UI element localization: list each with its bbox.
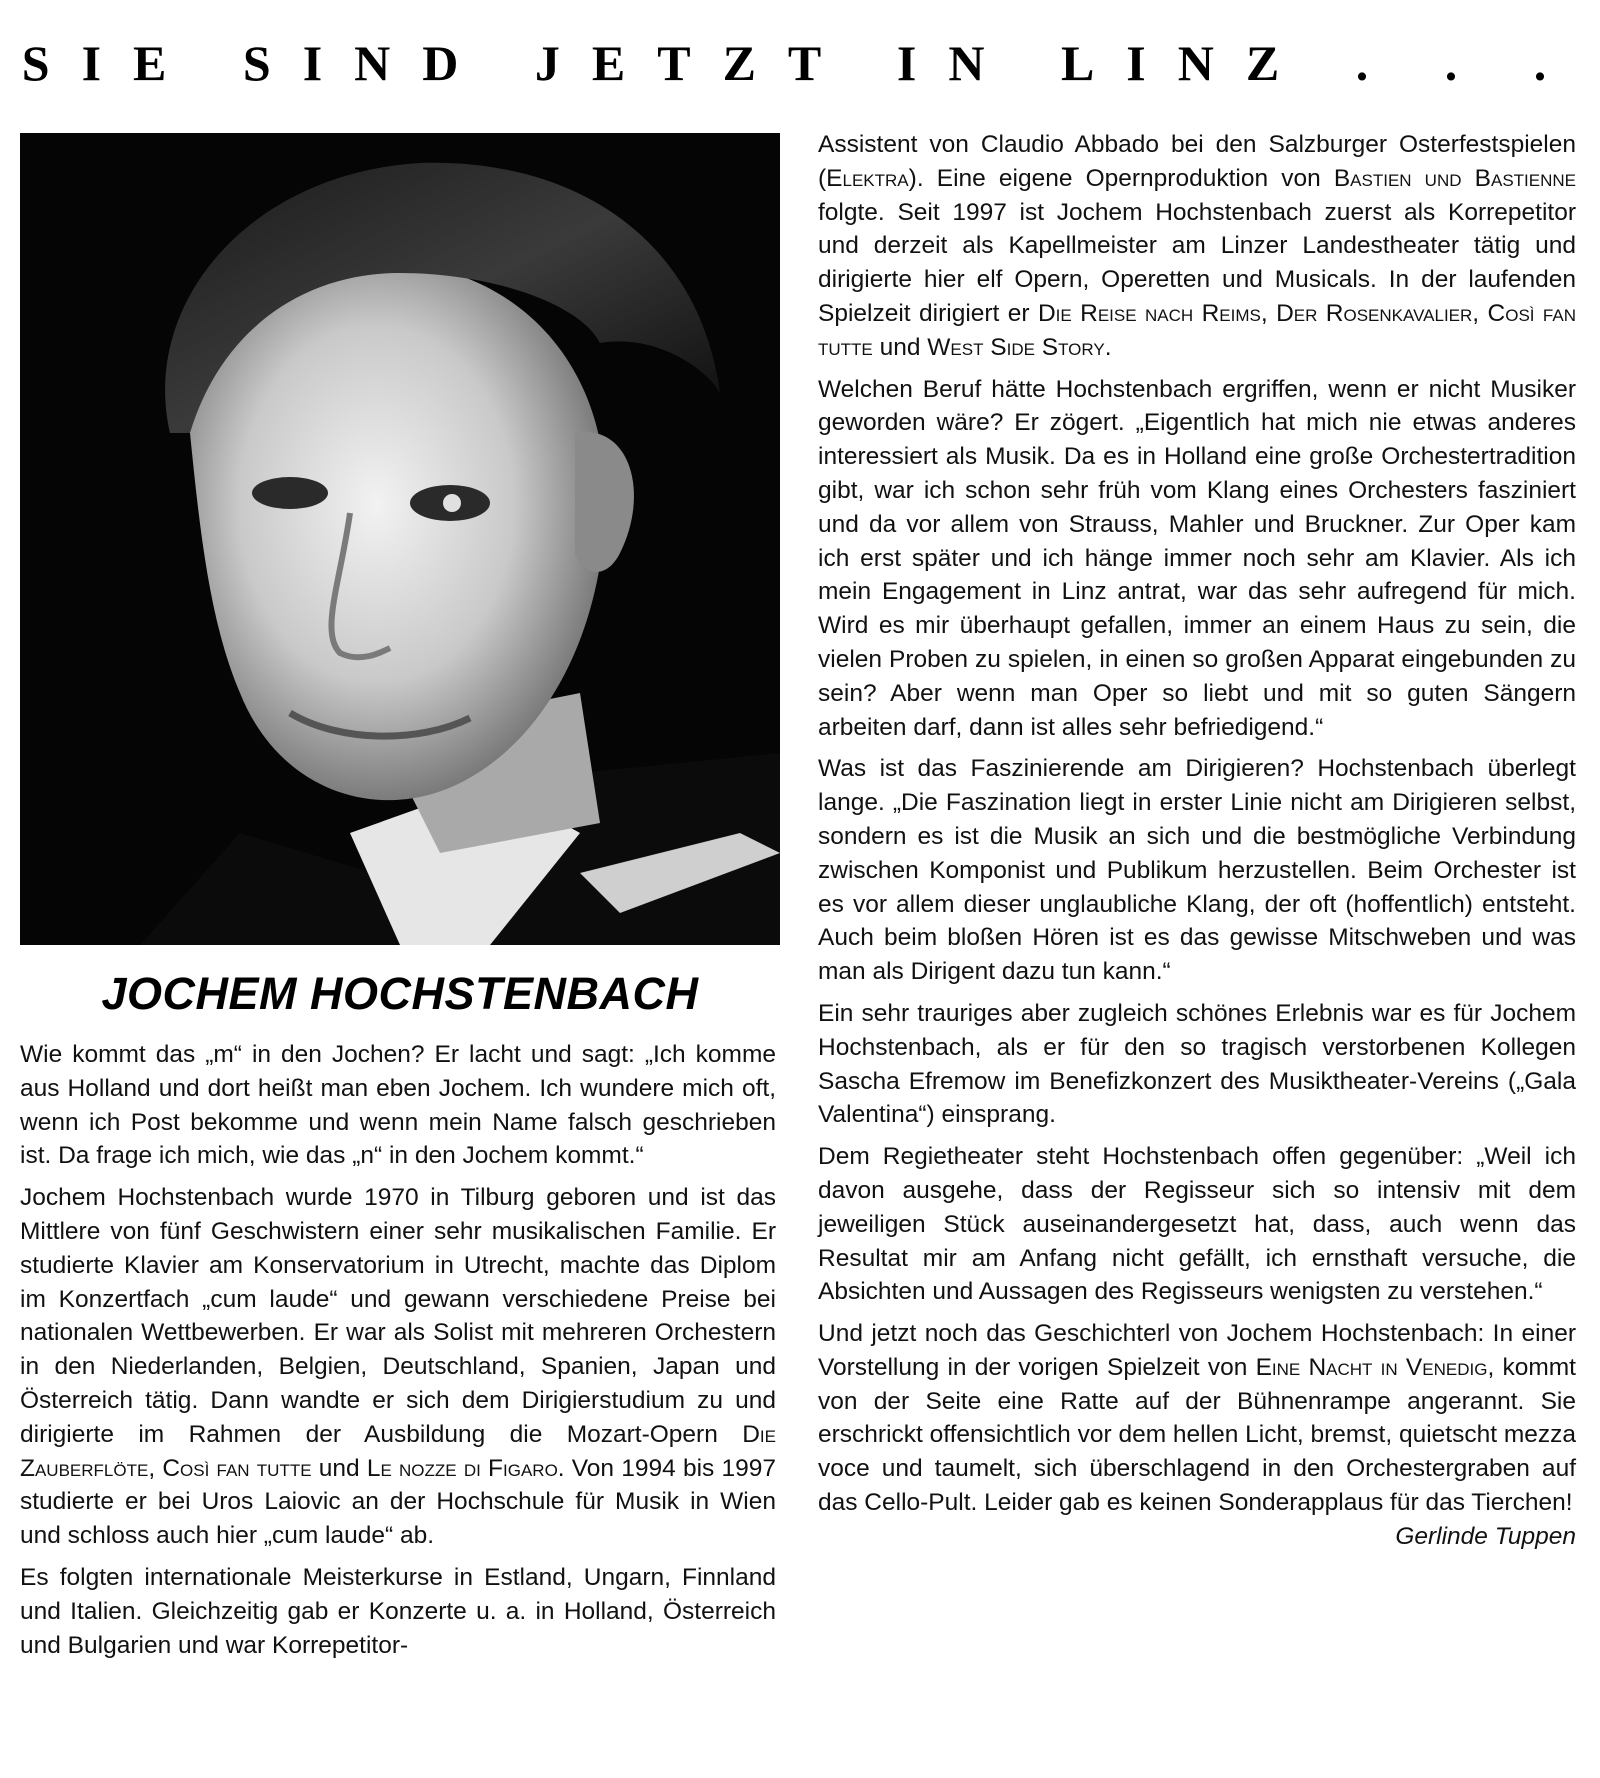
- article-paragraph: Und jetzt noch das Geschichterl von Jochem Hochstenbach: In einer Vorstellung in der vorigen Spielzeit von Eine Nacht in Venedig, kommt von der Seite eine Ratte auf der Bühnenrampe angerannt. Sie erschrickt offensichtlich vor dem hellen Licht, bremst, quietscht mezza voce und taumelt, sich überschlagend in den Orchestergraben auf das Cello-Pult. Leider gab es keinen Sonderapplaus für das Tierchen! Gerlinde Tuppen: [818, 1317, 1576, 1520]
- article-paragraph: Assistent von Claudio Abbado bei den Salzburger Osterfestspielen (Elektra). Eine eigene Opernproduktion von Bastien und Bastienne folgte. Seit 1997 ist Jochem Hochstenbach zuerst als Korrepetitor und derzeit als Kapellmeister am Linzer Landestheater tätig und dirigierte hier elf Opern, Operetten und Musicals. In der laufenden Spielzeit dirigiert er Die Reise nach Reims, Der Rosenkavalier, Così fan tutte und West Side Story.: [818, 131, 1576, 361]
- article-paragraph: Jochem Hochstenbach wurde 1970 in Tilburg geboren und ist das Mittlere von fünf Geschwistern einer sehr musikalischen Familie. Er studierte Klavier am Konservatorium in Utrecht, machte das Diplom im Konzertfach „cum laude“ und gewann verschiedene Preise bei nationalen Wettbewerben. Er war als Solist mit mehreren Orchestern in den Niederlanden, Belgien, Deutschland, Spanien, Japan und Österreich tätig. Dann wandte er sich dem Dirigierstudium zu und dirigierte im Rahmen der Ausbildung die Mozart-Opern Die Zauberflöte, Così fan tutte und Le nozze di Figaro. Von 1994 bis 1997 studierte er bei Uros Laiovic an der Hochschule für Musik in Wien und schloss auch hier „cum laude“ ab.: [20, 1184, 776, 1550]
- opera-title: Der Rosenkavalier: [1276, 299, 1473, 327]
- article-paragraph: Wie kommt das „m“ in den Jochen? Er lacht und sagt: „Ich komme aus Holland und dort heißt man eben Jochem. Ich wundere mich oft, wenn ich Post bekomme und wenn mein Name falsch geschrieben ist. Da frage ich mich, wie das „n“ in den Jochem kommt.“: [20, 1041, 776, 1170]
- article-paragraph: Welchen Beruf hätte Hochstenbach ergriffen, wenn er nicht Musiker geworden wäre? Er zögert. „Eigentlich hat mich nie etwas anderes interessiert als Musik. Da es in Holland eine große Orchestertradition gibt, war ich schon sehr früh vom Klang eines Orchesters fasziniert und da vor allem von Strauss, Mahler und Bruckner. Zur Oper kam ich erst später und ich hänge immer noch sehr am Klavier. Als ich mein Engagement in Linz antrat, war das sehr aufregend für mich. Wird es mir überhaupt gefallen, immer an einem Haus zu sein, die vielen Proben zu spielen, in einen so großen Apparat eingebunden zu sein? Aber wenn man Oper so liebt und mit so guten Sängern arbeiten darf, dann ist alles sehr befriedigend.“: [818, 375, 1576, 741]
- opera-title: Le nozze di Figaro: [366, 1454, 558, 1482]
- subject-name-heading: JOCHEM HOCHSTENBACH: [101, 968, 699, 1019]
- article-column-right: [818, 128, 1576, 1554]
- opera-title: Elektra: [826, 164, 909, 192]
- opera-title: Die Zauberflöte: [20, 1420, 776, 1482]
- article-paragraph: Es folgten internationale Meisterkurse in Estland, Ungarn, Finnland und Italien. Gleichzeitig gab er Konzerte u. a. in Holland, Österreich und Bulgarien und war Korrepetitor-: [20, 1563, 776, 1659]
- portrait-illustration: [20, 133, 780, 945]
- opera-title: Così fan tutte: [818, 299, 1576, 361]
- portrait-photo: [20, 133, 780, 945]
- article-paragraph: Was ist das Faszinierende am Dirigieren? Hochstenbach überlegt lange. „Die Faszination liegt in erster Linie nicht am Dirigieren selbst, sondern es ist die Musik an sich und die bestmögliche Verbindung zwischen Komponist und Publikum herzustellen. Beim Orchester ist es vor allem dieser unglaubliche Klang, der oft (hoffentlich) entsteht. Auch beim bloßen Hören ist es das gewisse Mitschweben und was man als Dirigent dazu tun kann.“: [818, 755, 1576, 986]
- article-paragraph: Dem Regietheater steht Hochstenbach offen gegenüber: „Weil ich davon ausgehe, dass der Regisseur sich so intensiv mit dem jeweiligen Stück auseinandergesetzt hat, dass, auch wenn das Resultat mir am Anfang nicht gefällt, ich ernsthaft versuche, die Absichten und Aussagen des Regisseurs wenigsten zu verstehen.“: [818, 1143, 1576, 1306]
- page-headline: SIE SIND JETZT IN LINZ . . .: [21, 35, 1579, 91]
- opera-title: Die Reise nach Reims: [1037, 299, 1261, 327]
- article-paragraph: Ein sehr trauriges aber zugleich schönes Erlebnis war es für Jochem Hochstenbach, als er für den so tragisch verstorbenen Kollegen Sascha Efremow im Benefizkonzert des Musiktheater-Vereins („Gala Valentina“) einsprang.: [818, 999, 1576, 1129]
- opera-title: West Side Story: [927, 333, 1105, 361]
- author-signature: Gerlinde Tuppen: [1395, 1522, 1576, 1550]
- article-column-left: [20, 1038, 776, 1670]
- opera-title: Così fan tutte: [162, 1454, 312, 1482]
- opera-title: Bastien und Bastienne: [1333, 164, 1576, 192]
- opera-title: Eine Nacht in Venedig: [1255, 1353, 1488, 1381]
